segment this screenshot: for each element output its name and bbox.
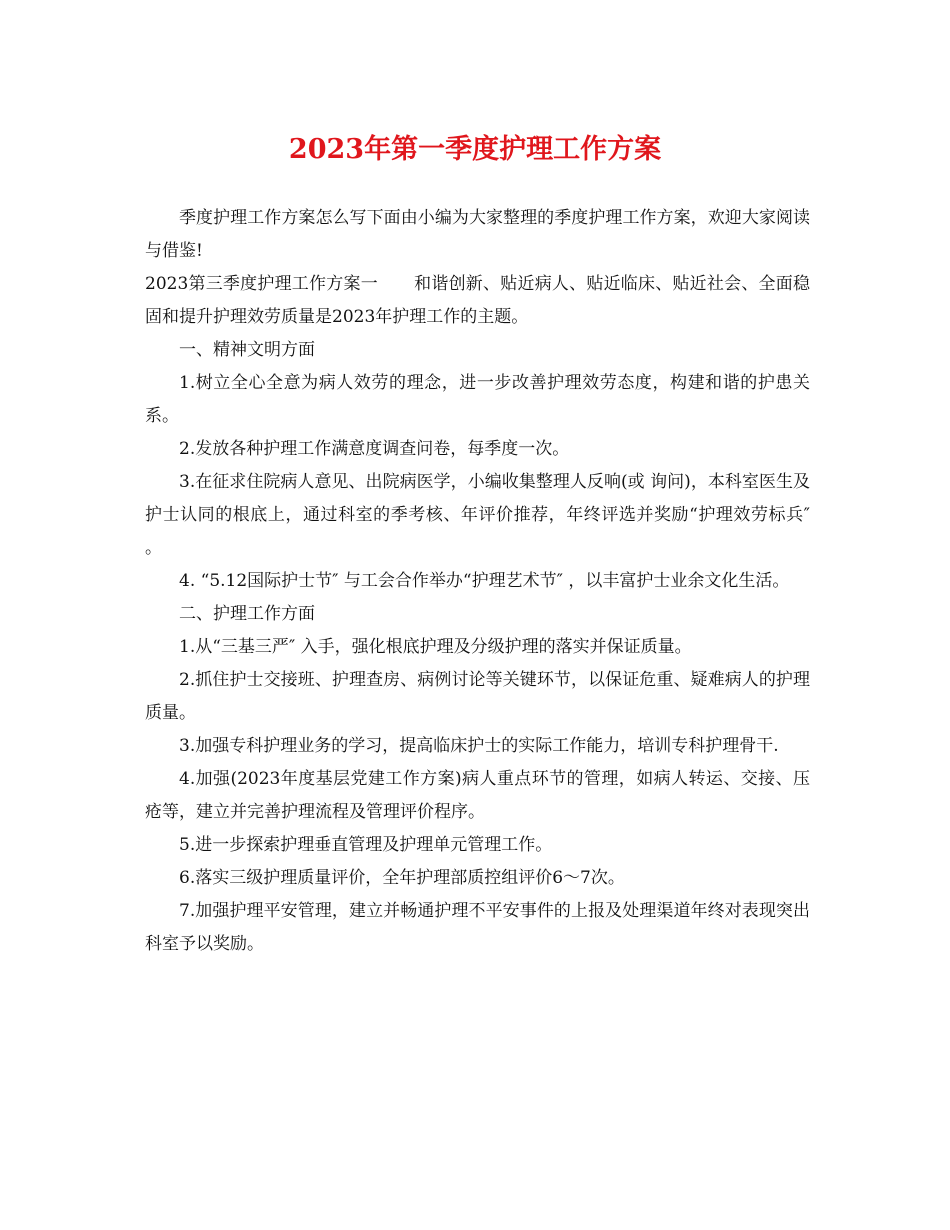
section1-item: 4. “5.12国际护士节″ 与工会合作举办“护理艺术节″ ，以丰富护士业余文化生活。: [179, 571, 790, 591]
intro-paragraph: 季度护理工作方案怎么写下面由小编为大家整理的季度护理工作方案，欢迎大家阅读与借鉴!: [145, 208, 810, 261]
section2-item: 2.抓住护士交接班、护理查房、病例讨论等关键环节，以保证危重、疑难病人的护理质量。: [145, 670, 810, 723]
section2-item: 7.加强护理平安管理，建立并畅通护理不平安事件的上报及处理渠道年终对表现突出科室予以奖励。: [145, 901, 810, 954]
section1-heading: 一、精神文明方面: [179, 340, 315, 360]
section2-item: 3.加强专科护理业务的学习，提高临床护士的实际工作能力，培训专科护理骨干.: [179, 736, 779, 756]
section1-item: 1.树立全心全意为病人效劳的理念，进一步改善护理效劳态度，构建和谐的护患关系。: [145, 373, 810, 426]
section2-item: 6.落实三级护理质量评价，全年护理部质控组评价6～7次。: [179, 868, 625, 888]
section1-item: 3.在征求住院病人意见、出院病医学，小编收集整理人反响(或 询问)，本科室医生及护士认同的根底上，通过科室的季考核、年评价推荐，年终评选并奖励“护理效劳标兵″ 。: [145, 472, 810, 558]
section2-item: 5.进一步探索护理垂直管理及护理单元管理工作。: [179, 835, 553, 855]
section1-item: 2.发放各种护理工作满意度调查问卷，每季度一次。: [179, 439, 570, 459]
lead-heading: 2023第三季度护理工作方案一: [145, 274, 378, 294]
document-title: 2023年第一季度护理工作方案: [288, 134, 662, 165]
section2-item: 4.加强(2023年度基层党建工作方案)病人重点环节的管理，如病人转运、交接、压疮等，建立并完善护理流程及管理评价程序。: [145, 769, 810, 822]
document-body: [145, 202, 810, 961]
section2-heading: 二、护理工作方面: [179, 604, 315, 624]
lead-text: 和谐创新、贴近病人、贴近临床、贴近社会、全面稳固和提升护理效劳质量是2023年护理工作的主题。: [145, 274, 811, 327]
section2-item: 1.从“三基三严″ 入手，强化根底护理及分级护理的落实并保证质量。: [179, 637, 692, 657]
lead-paragraph: [145, 268, 810, 334]
